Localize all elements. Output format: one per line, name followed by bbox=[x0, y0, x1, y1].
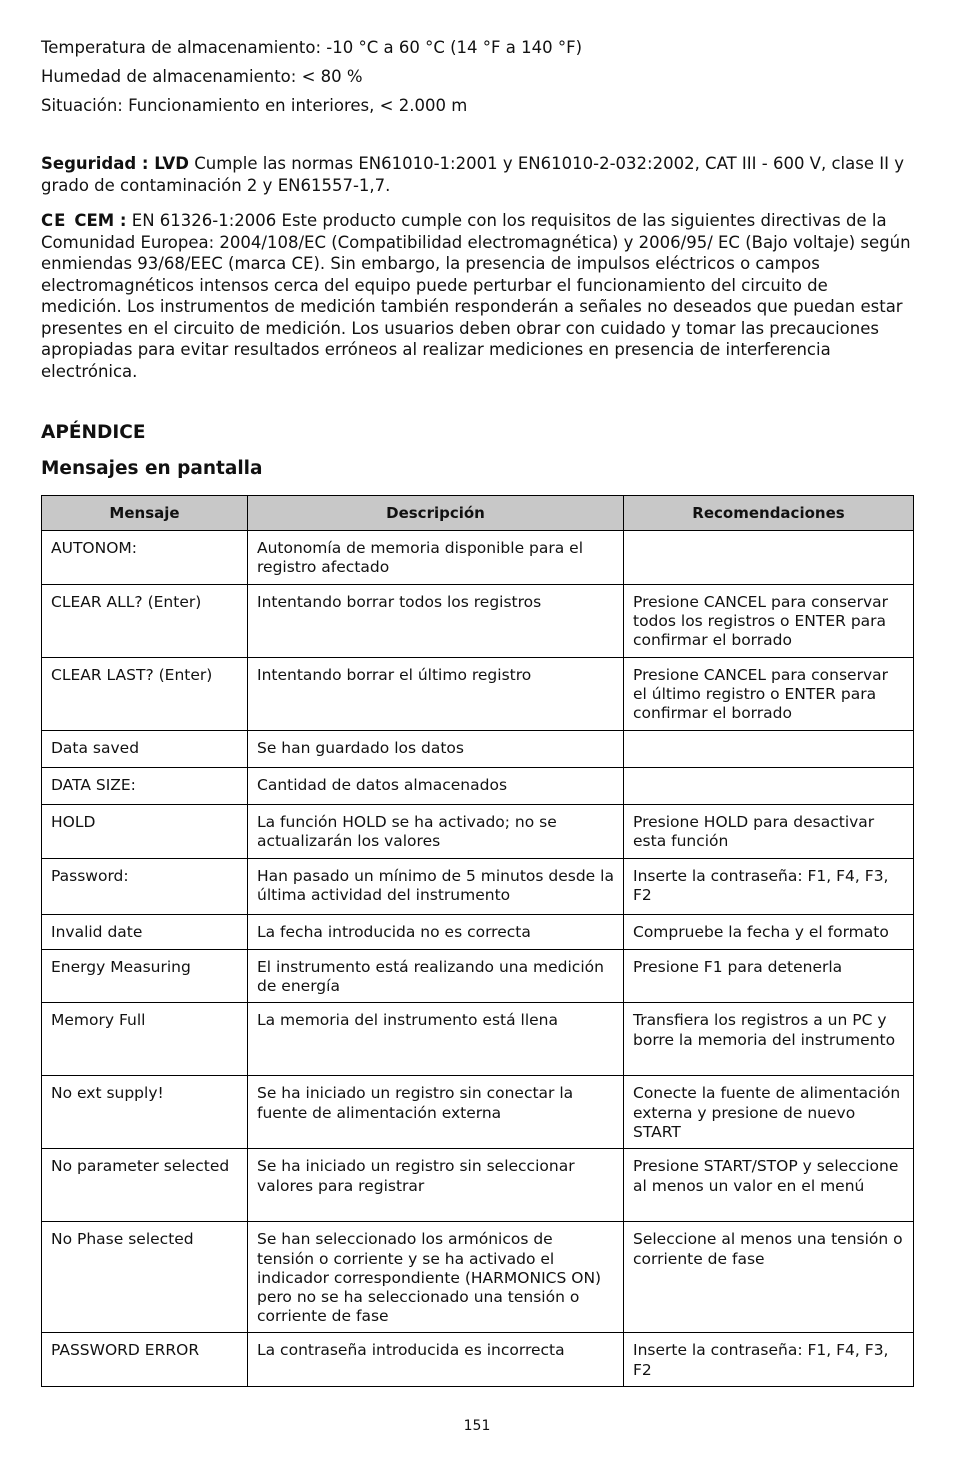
table-row bbox=[42, 531, 914, 585]
message-cell: No parameter selected bbox=[42, 1149, 248, 1222]
column-header-recommendations: Recomendaciones bbox=[624, 496, 914, 531]
messages-subheading: Mensajes en pantalla bbox=[41, 458, 263, 479]
cem-label: CEM : bbox=[74, 211, 127, 230]
column-header-message: Mensaje bbox=[42, 496, 248, 531]
recommendation-cell: Inserte la contraseña: F1, F4, F3, F2 bbox=[624, 1333, 914, 1387]
ce-mark-icon: CE bbox=[41, 211, 67, 230]
table-row bbox=[42, 731, 914, 768]
table-row bbox=[42, 1149, 914, 1222]
spec-storage-humidity: Humedad de almacenamiento: < 80 % bbox=[41, 67, 363, 86]
message-cell: HOLD bbox=[42, 805, 248, 859]
recommendation-cell bbox=[624, 531, 914, 585]
safety-paragraph bbox=[41, 153, 913, 196]
message-cell: AUTONOM: bbox=[42, 531, 248, 585]
table-row bbox=[42, 950, 914, 1003]
appendix-heading: APÉNDICE bbox=[41, 422, 146, 443]
table-row bbox=[42, 1076, 914, 1149]
description-cell: La contraseña introducida es incorrecta bbox=[248, 1333, 624, 1387]
recommendation-cell: Presione F1 para detenerla bbox=[624, 950, 914, 1003]
description-cell: La función HOLD se ha activado; no se actualizarán los valores bbox=[248, 805, 624, 859]
cem-paragraph bbox=[41, 210, 913, 382]
message-cell: No Phase selected bbox=[42, 1222, 248, 1333]
message-cell: PASSWORD ERROR bbox=[42, 1333, 248, 1387]
description-cell: Intentando borrar todos los registros bbox=[248, 585, 624, 658]
table-row bbox=[42, 768, 914, 805]
message-cell: DATA SIZE: bbox=[42, 768, 248, 805]
table-header-row bbox=[42, 496, 914, 531]
message-cell: CLEAR ALL? (Enter) bbox=[42, 585, 248, 658]
description-cell: Han pasado un mínimo de 5 minutos desde la última actividad del instrumento bbox=[248, 859, 624, 915]
recommendation-cell: Transfiera los registros a un PC y borre la memoria del instrumento bbox=[624, 1003, 914, 1076]
message-cell: Memory Full bbox=[42, 1003, 248, 1076]
description-cell: El instrumento está realizando una medición de energía bbox=[248, 950, 624, 1003]
description-cell: Autonomía de memoria disponible para el registro afectado bbox=[248, 531, 624, 585]
table-row bbox=[42, 1222, 914, 1333]
page-number: 151 bbox=[463, 1418, 491, 1434]
table-row bbox=[42, 1333, 914, 1387]
spec-storage-temperature: Temperatura de almacenamiento: -10 °C a 60 °C (14 °F a 140 °F) bbox=[41, 38, 583, 57]
recommendation-cell bbox=[624, 768, 914, 805]
message-cell: Invalid date bbox=[42, 915, 248, 950]
recommendation-cell: Presione CANCEL para conservar el último registro o ENTER para confirmar el borrado bbox=[624, 658, 914, 731]
table-row bbox=[42, 915, 914, 950]
description-cell: Se han seleccionado los armónicos de tensión o corriente y se ha activado el indicador correspondiente (HARMONICS ON) pero no se ha seleccionado una tensión o corriente de fase bbox=[248, 1222, 624, 1333]
recommendation-cell bbox=[624, 731, 914, 768]
table-row bbox=[42, 658, 914, 731]
table-row bbox=[42, 1003, 914, 1076]
description-cell: Se ha iniciado un registro sin seleccionar valores para registrar bbox=[248, 1149, 624, 1222]
description-cell: La memoria del instrumento está llena bbox=[248, 1003, 624, 1076]
message-cell: CLEAR LAST? (Enter) bbox=[42, 658, 248, 731]
column-header-description: Descripción bbox=[248, 496, 624, 531]
recommendation-cell: Presione START/STOP y seleccione al menos un valor en el menú bbox=[624, 1149, 914, 1222]
recommendation-cell: Inserte la contraseña: F1, F4, F3, F2 bbox=[624, 859, 914, 915]
cem-text: EN 61326-1:2006 Este producto cumple con los requisitos de las siguientes directivas de la Comunidad Europea: 2004/108/EC (Compatibilidad electromagnética) y 2006/95/ EC (Bajo voltaje) según enmiendas 93/68/EEC (marca CE). Sin embargo, la presencia de impulsos eléctricos o campos electromagnéticos intensos cerca del equipo puede perturbar el funcionamiento del circuito de medición. Los instrumentos de medición también responderán a señales no deseados que puedan estar presentes en el circuito de medición. Los usuarios deben obrar con cuidado y tomar las precauciones apropiadas para evitar resultados erróneos al realizar mediciones en presencia de interferencia electrónica. bbox=[41, 211, 911, 381]
spec-location: Situación: Funcionamiento en interiores, < 2.000 m bbox=[41, 96, 468, 115]
recommendation-cell: Compruebe la fecha y el formato bbox=[624, 915, 914, 950]
message-cell: Energy Measuring bbox=[42, 950, 248, 1003]
recommendation-cell: Presione CANCEL para conservar todos los registros o ENTER para confirmar el borrado bbox=[624, 585, 914, 658]
table-row bbox=[42, 585, 914, 658]
table-row bbox=[42, 859, 914, 915]
description-cell: Se ha iniciado un registro sin conectar la fuente de alimentación externa bbox=[248, 1076, 624, 1149]
recommendation-cell: Presione HOLD para desactivar esta función bbox=[624, 805, 914, 859]
description-cell: Se han guardado los datos bbox=[248, 731, 624, 768]
description-cell: Intentando borrar el último registro bbox=[248, 658, 624, 731]
table-row bbox=[42, 805, 914, 859]
safety-label: Seguridad : LVD bbox=[41, 154, 189, 173]
messages-table bbox=[41, 495, 914, 1387]
description-cell: La fecha introducida no es correcta bbox=[248, 915, 624, 950]
message-cell: Password: bbox=[42, 859, 248, 915]
recommendation-cell: Seleccione al menos una tensión o corriente de fase bbox=[624, 1222, 914, 1333]
safety-text: Cumple las normas EN61010-1:2001 y EN61010-2-032:2002, CAT III - 600 V, clase II y grado de contaminación 2 y EN61557-1,7. bbox=[41, 154, 904, 195]
description-cell: Cantidad de datos almacenados bbox=[248, 768, 624, 805]
recommendation-cell: Conecte la fuente de alimentación externa y presione de nuevo START bbox=[624, 1076, 914, 1149]
message-cell: Data saved bbox=[42, 731, 248, 768]
message-cell: No ext supply! bbox=[42, 1076, 248, 1149]
